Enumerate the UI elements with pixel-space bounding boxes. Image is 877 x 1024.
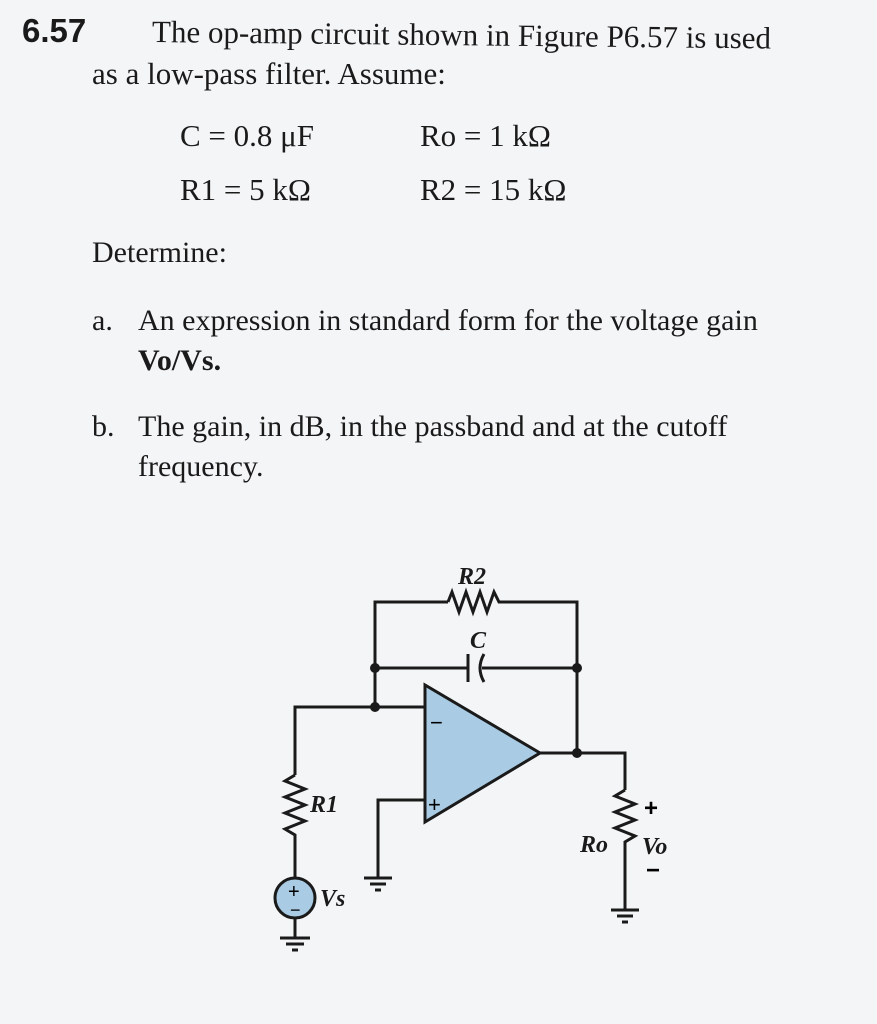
opamp-minus-sign: − (430, 710, 443, 735)
item-a-line1: An expression in standard form for the voltage gain (138, 304, 758, 337)
circuit-diagram (240, 560, 668, 1020)
param-capacitance: C = 0.8 μF (180, 118, 315, 153)
op-amp (425, 685, 540, 822)
label-r2: R2 (458, 564, 487, 590)
param-r1: R1 = 5 kΩ (180, 172, 311, 207)
label-vo: Vo (642, 834, 668, 860)
problem-intro-line2: as a low-pass filter. Assume: (92, 56, 446, 91)
problem-number: 6.57 (22, 12, 87, 49)
resistor-r2 (448, 592, 502, 612)
vo-minus-sign: − (646, 857, 661, 884)
item-a-line2: Vo/Vs. (138, 344, 222, 377)
opamp-plus-sign: + (428, 792, 441, 817)
junction-node (370, 663, 380, 673)
item-b-line2: frequency. (138, 450, 264, 483)
resistor-ro (615, 790, 635, 910)
junction-node (370, 702, 380, 712)
item-b-line1: The gain, in dB, in the passband and at the cutoff (138, 410, 728, 443)
vo-plus-sign: + (644, 795, 659, 822)
resistor-r1 (285, 775, 305, 860)
determine-heading: Determine: (92, 236, 227, 269)
junction-node (572, 663, 582, 673)
junction-node (572, 748, 582, 758)
param-r2: R2 = 15 kΩ (420, 172, 567, 207)
feedback-wire-right (502, 602, 577, 668)
feedback-wire-left (375, 602, 448, 668)
item-a-label: a. (92, 304, 113, 337)
item-b-label: b. (92, 410, 115, 443)
label-c: C (470, 628, 487, 654)
label-ro: Ro (580, 832, 609, 858)
param-output-resistance: Ro = 1 kΩ (420, 118, 551, 153)
source-plus-sign: + (288, 881, 300, 903)
label-r1: R1 (310, 792, 339, 818)
problem-intro-line1: The op-amp circuit shown in Figure P6.57 is used (151, 14, 772, 56)
label-vs: Vs (320, 886, 346, 912)
source-minus-sign: − (290, 900, 301, 920)
